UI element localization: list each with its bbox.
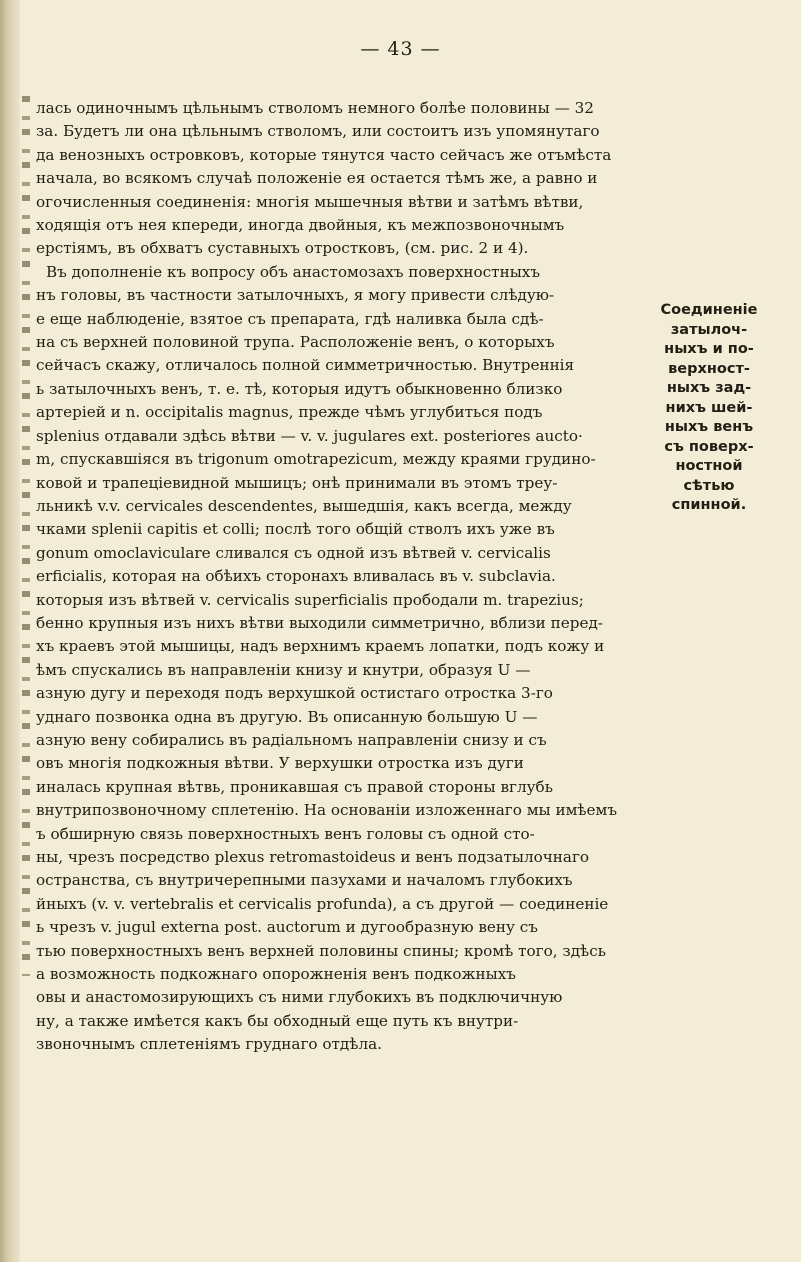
text-line: уднаго позвонка одна въ другую. Въ описанную большую U — <box>36 707 538 726</box>
page-number: — 43 — <box>360 38 441 60</box>
margin-note-line: ностной <box>675 458 743 474</box>
text-line: m, спускавшіяся въ trigonum omotrapezicum, между краями грудино- <box>36 450 596 469</box>
text-line: звоночнымъ сплетеніямъ груднаго отдѣла. <box>36 1035 382 1054</box>
text-line: йныхъ (v. v. vertebralis et cervicalis profunda), а съ другой — соединеніе <box>36 894 609 913</box>
margin-note-line: спинной. <box>671 497 747 513</box>
margin-note-line: ныхъ зад- <box>666 380 752 396</box>
text-line: огочисленныя соединенія: многія мышечныя вѣтви и затѣмъ вѣтви, <box>36 192 584 211</box>
text-line: которыя изъ вѣтвей v. cervicalis superficialis прободали m. trapezius; <box>36 590 584 609</box>
text-line: ны, чрезъ посредство plexus retromastoideus и венъ подзатылочнаго <box>36 848 590 866</box>
text-line: иналась крупная вѣтвь, проникавшая съ правой стороны вглубь <box>36 777 553 796</box>
margin-note-line: верхност- <box>668 360 750 377</box>
text-line: нъ головы, въ частности затылочныхъ, я могу привести слѣдую- <box>36 286 555 305</box>
text-line: тью поверхностныхъ венъ верхней половины спины; кромѣ того, здѣсь <box>36 941 606 960</box>
text-line: остранства, съ внутричерепными пазухами и началомъ глубокихъ <box>36 871 573 890</box>
margin-note-line: ныхъ и по- <box>664 341 754 357</box>
margin-note <box>620 301 798 516</box>
text-line: ѣмъ спускались въ направленіи книзу и кнутри, образуя U — <box>36 660 531 679</box>
margin-note-line: съ поверх- <box>664 438 754 455</box>
text-line: ь чрезъ v. jugul externa post. auctorum и дугообразную вену съ <box>36 918 538 937</box>
text-line: е еще наблюденіе, взятое съ препарата, гдѣ наливка была сдѣ- <box>36 309 544 328</box>
text-line: ерстіямъ, въ обхватъ суставныхъ отростковъ, (см. рис. 2 и 4). <box>36 239 529 258</box>
margin-note-line: затылоч- <box>670 321 748 338</box>
text-line: erficialis, которая на обѣихъ сторонахъ вливалась въ v. subclavia. <box>36 567 556 586</box>
text-line: овъ многія подкожныя вѣтви. У верхушки отростка изъ дуги <box>36 754 524 773</box>
text-line: азную вену собирались въ радіальномъ направленіи снизу и съ <box>36 730 547 749</box>
text-line: артеріей и n. occipitalis magnus, прежде чѣмъ углубиться подъ <box>36 403 543 422</box>
text-line: ходящія отъ нея кпереди, иногда двойныя, къ межпозвоночнымъ <box>36 216 565 235</box>
book-spine-shadow <box>0 0 20 1262</box>
text-line: ну, а также имѣется какъ бы обходный еще путь къ внутри- <box>36 1011 519 1030</box>
margin-note-line: ныхъ венъ <box>664 419 754 435</box>
text-line: азную дугу и переходя подъ верхушкой остистаго отростка 3-го <box>36 684 553 703</box>
main-text-column <box>36 97 632 1057</box>
margin-note-line: Соединеніе <box>660 302 758 318</box>
paragraph-start-line: Въ дополненіе къ вопросу объ анастомозахъ поверхностныхъ <box>46 262 541 281</box>
text-line: ковой и трапеціевидной мышицъ; онѣ принимали въ этомъ треу- <box>36 473 558 492</box>
text-line: чками splenii capitis et colli; послѣ того общій стволъ ихъ уже въ <box>36 520 555 539</box>
text-line: сейчасъ скажу, отличалось полной симметричностью. Внутреннія <box>36 356 575 375</box>
binding-edge <box>22 96 30 976</box>
text-line: бенно крупныя изъ нихъ вѣтви выходили симметрично, вблизи перед- <box>36 613 603 632</box>
text-line: лась одиночнымъ цѣльнымъ стволомъ немного болѣе половины — 32 <box>36 99 594 117</box>
text-line: овы и анастомозирующихъ съ ними глубокихъ въ подключичную <box>36 988 563 1007</box>
margin-note-line: нихъ шей- <box>665 399 753 416</box>
margin-note-line: сѣтью <box>683 477 735 494</box>
text-line: да венозныхъ островковъ, которые тянутся часто сейчасъ же отъмѣста <box>36 145 612 164</box>
text-line: хъ краевъ этой мышицы, надъ верхнимъ краемъ лопатки, подъ кожу и <box>36 637 605 656</box>
text-line: ъ обширную связь поверхностныхъ венъ головы съ одной сто- <box>36 824 535 843</box>
text-line: за. Будетъ ли она цѣльнымъ стволомъ, или состоитъ изъ упомянутаго <box>36 122 600 141</box>
text-line: на съ верхней половиной трупа. Расположеніе венъ, о которыхъ <box>36 333 555 352</box>
text-line: а возможность подкожнаго опорожненія венъ подкожныхъ <box>36 965 516 984</box>
text-line: gonum omoclaviculare сливался съ одной изъ вѣтвей v. cervicalis <box>36 543 551 562</box>
text-line: splenius отдавали здѣсь вѣтви — v. v. jugulares ext. posteriores aucto· <box>36 426 583 445</box>
text-line: льникѣ v.v. cervicales descendentes, вышедшія, какъ всегда, между <box>36 496 572 515</box>
text-line: внутрипозвоночному сплетенію. На основаніи изложеннаго мы имѣемъ <box>36 801 618 820</box>
text-line: начала, во всякомъ случаѣ положеніе ея остается тѣмъ же, а равно и <box>36 169 598 188</box>
text-line: ь затылочныхъ венъ, т. е. тѣ, которыя идутъ обыкновенно близко <box>36 379 563 398</box>
